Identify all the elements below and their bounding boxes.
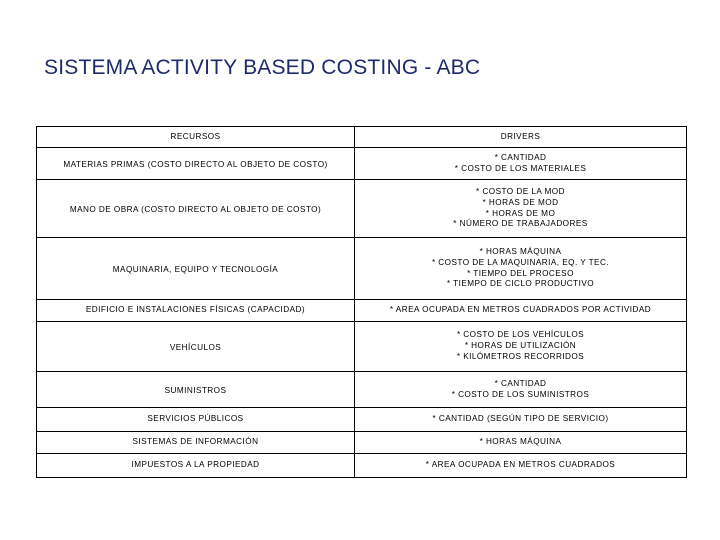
table-row (37, 148, 687, 180)
table-row (37, 180, 687, 238)
drivers-cell (355, 454, 687, 478)
recurso-label: SUMINISTROS (164, 386, 227, 396)
drivers-cell (355, 148, 687, 180)
drivers-cell (355, 180, 687, 238)
drivers-cell (355, 372, 687, 408)
driver-item: * CANTIDAD (SEGÚN TIPO DE SERVICIO) (432, 414, 609, 424)
driver-item: * HORAS MÁQUINA (479, 437, 562, 447)
driver-item: * TIEMPO DEL PROCESO (467, 268, 574, 278)
driver-item: * AREA OCUPADA EN METROS CUADRADOS POR ACTIVIDAD (389, 305, 652, 315)
driver-item: * CANTIDAD (494, 152, 547, 162)
table-row (37, 454, 687, 478)
driver-item: * CANTIDAD (494, 378, 547, 388)
driver-item: * HORAS DE UTILIZACIÓN (464, 341, 577, 351)
driver-item: * HORAS DE MOD (482, 197, 559, 207)
driver-item: * KILÓMETROS RECORRIDOS (456, 351, 585, 361)
table-row (37, 432, 687, 454)
recurso-cell (37, 238, 355, 300)
recurso-cell (37, 408, 355, 432)
table-row (37, 300, 687, 322)
header-drivers: DRIVERS (355, 127, 687, 148)
driver-item: * HORAS DE MO (485, 208, 556, 218)
drivers-cell (355, 322, 687, 372)
drivers-cell (355, 300, 687, 322)
page-title: SISTEMA ACTIVITY BASED COSTING - ABC (44, 56, 481, 79)
recurso-cell (37, 180, 355, 238)
drivers-cell (355, 408, 687, 432)
resources-drivers-table (36, 126, 687, 478)
recurso-label: SISTEMAS DE INFORMACIÓN (132, 437, 259, 447)
driver-item: * COSTO DE LA MOD (476, 186, 565, 196)
drivers-cell (355, 432, 687, 454)
recurso-cell (37, 300, 355, 322)
recurso-cell (37, 322, 355, 372)
table-row (37, 238, 687, 300)
recurso-label: EDIFICIO E INSTALACIONES FÍSICAS (CAPACIDAD) (85, 305, 306, 315)
recurso-label: MANO DE OBRA (COSTO DIRECTO AL OBJETO DE COSTO) (69, 205, 322, 215)
recurso-cell (37, 454, 355, 478)
header-recursos: RECURSOS (37, 127, 355, 148)
driver-item: * HORAS MÁQUINA (479, 246, 562, 256)
driver-item: * COSTO DE LOS SUMINISTROS (451, 389, 590, 399)
table-row (37, 322, 687, 372)
driver-item: * TIEMPO DE CICLO PRODUCTIVO (446, 279, 595, 289)
recurso-label: SERVICIOS PÚBLICOS (147, 414, 244, 424)
driver-item: * COSTO DE LOS VEHÍCULOS (456, 330, 585, 340)
table-row (37, 408, 687, 432)
driver-item: * COSTO DE LA MAQUINARIA, EQ. Y TEC. (431, 257, 610, 267)
recurso-label: MATERIAS PRIMAS (COSTO DIRECTO AL OBJETO DE COSTO) (63, 160, 328, 170)
driver-item: * COSTO DE LOS MATERIALES (454, 163, 587, 173)
driver-item: * AREA OCUPADA EN METROS CUADRADOS (425, 460, 616, 470)
recurso-cell (37, 432, 355, 454)
recurso-label: VEHÍCULOS (169, 343, 222, 353)
table-header-row (37, 127, 687, 148)
recurso-cell (37, 148, 355, 180)
recurso-label: MAQUINARIA, EQUIPO Y TECNOLOGÍA (112, 265, 279, 275)
driver-item: * NÚMERO DE TRABAJADORES (453, 219, 588, 229)
recurso-label: IMPUESTOS A LA PROPIEDAD (131, 460, 260, 470)
table-row (37, 372, 687, 408)
drivers-cell (355, 238, 687, 300)
recurso-cell (37, 372, 355, 408)
